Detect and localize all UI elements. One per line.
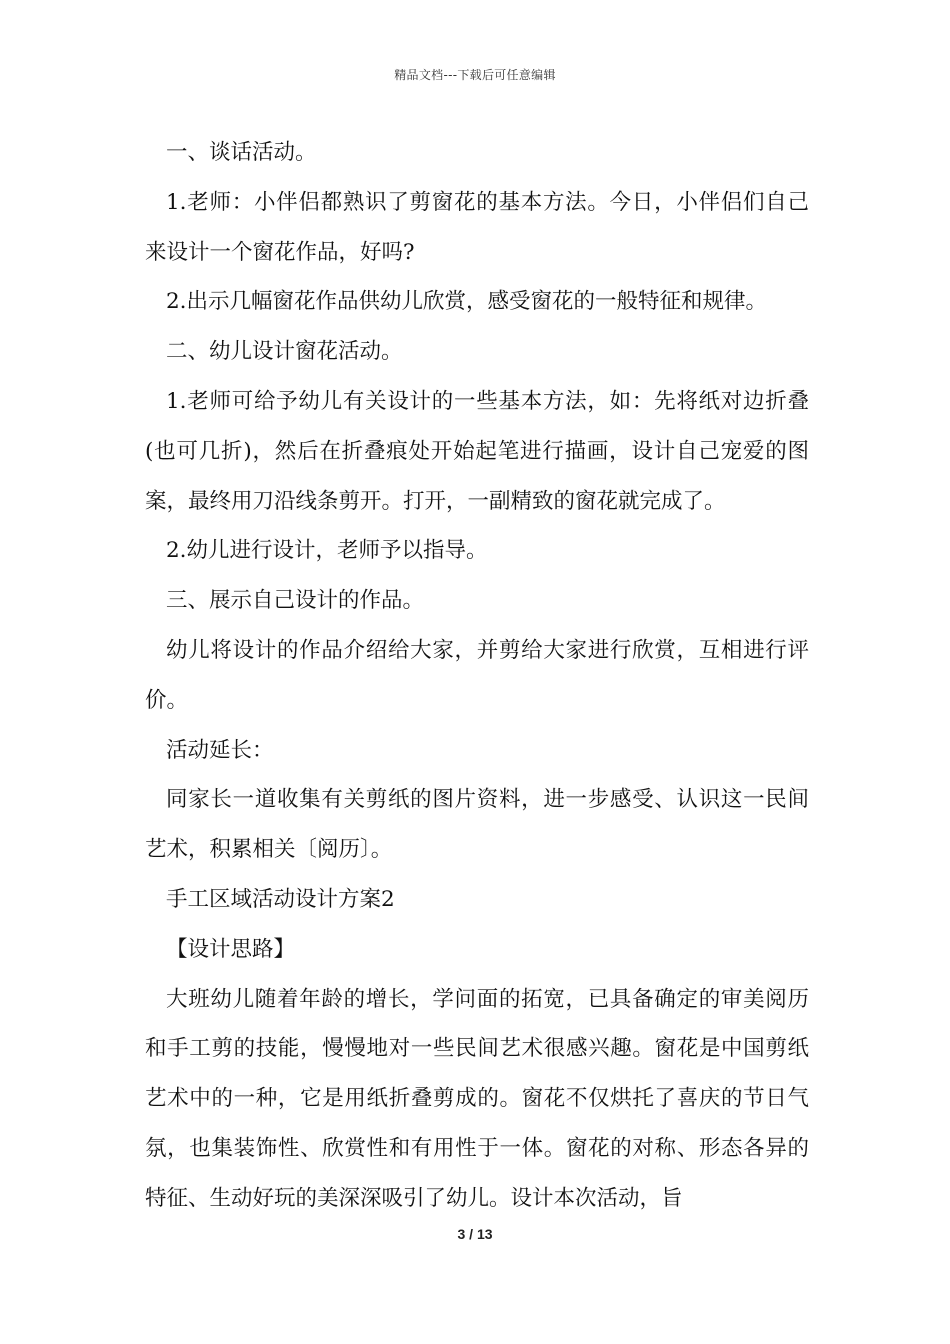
section-heading-1: 一、谈话活动。: [166, 140, 317, 165]
page-header: 精品文档---下载后可任意编辑: [394, 68, 556, 82]
paragraph: 2.幼儿进行设计，老师予以指导。: [166, 538, 488, 564]
plan-title: 手工区域活动设计方案2: [166, 886, 395, 912]
design-idea-heading: 【设计思路】: [166, 936, 296, 962]
section-heading-3: 三、展示自己设计的作品。: [166, 588, 425, 614]
document-body: [145, 128, 809, 1224]
paragraph: 同家长一道收集有关剪纸的图片资料，进一步感受、认识这一民间艺术，积累相关〔阅历〕。: [145, 787, 809, 863]
page-number: 3 / 13: [457, 1226, 493, 1242]
activity-extension-heading: 活动延长：: [166, 737, 274, 763]
paragraph: 1.老师：小伴侣都熟识了剪窗花的基本方法。今日，小伴侣们自己来设计一个窗花作品，好吗?: [145, 189, 809, 265]
section-heading-2: 二、幼儿设计窗花活动。: [166, 339, 403, 365]
paragraph: 1.老师可给予幼儿有关设计的一些基本方法，如：先将纸对边折叠(也可几折)，然后在折叠痕处开始起笔进行描画，设计自己宠爱的图案，最终用刀沿线条剪开。打开，一副精致的窗花就完成了。: [145, 388, 809, 514]
paragraph: 2.出示几幅窗花作品供幼儿欣赏，感受窗花的一般特征和规律。: [166, 289, 768, 315]
paragraph: 幼儿将设计的作品介绍给大家，并剪给大家进行欣赏，互相进行评价。: [145, 637, 809, 713]
paragraph: 大班幼儿随着年龄的增长，学问面的拓宽，已具备确定的审美阅历和手工剪的技能，慢慢地对一些民间艺术很感兴趣。窗花是中国剪纸艺术中的一种，它是用纸折叠剪成的。窗花不仅烘托了喜庆的节日气氛，也集装饰性、欣赏性和有用性于一体。窗花的对称、形态各异的特征、生动好玩的美深深吸引了幼儿。设计本次活动，旨: [145, 986, 809, 1211]
